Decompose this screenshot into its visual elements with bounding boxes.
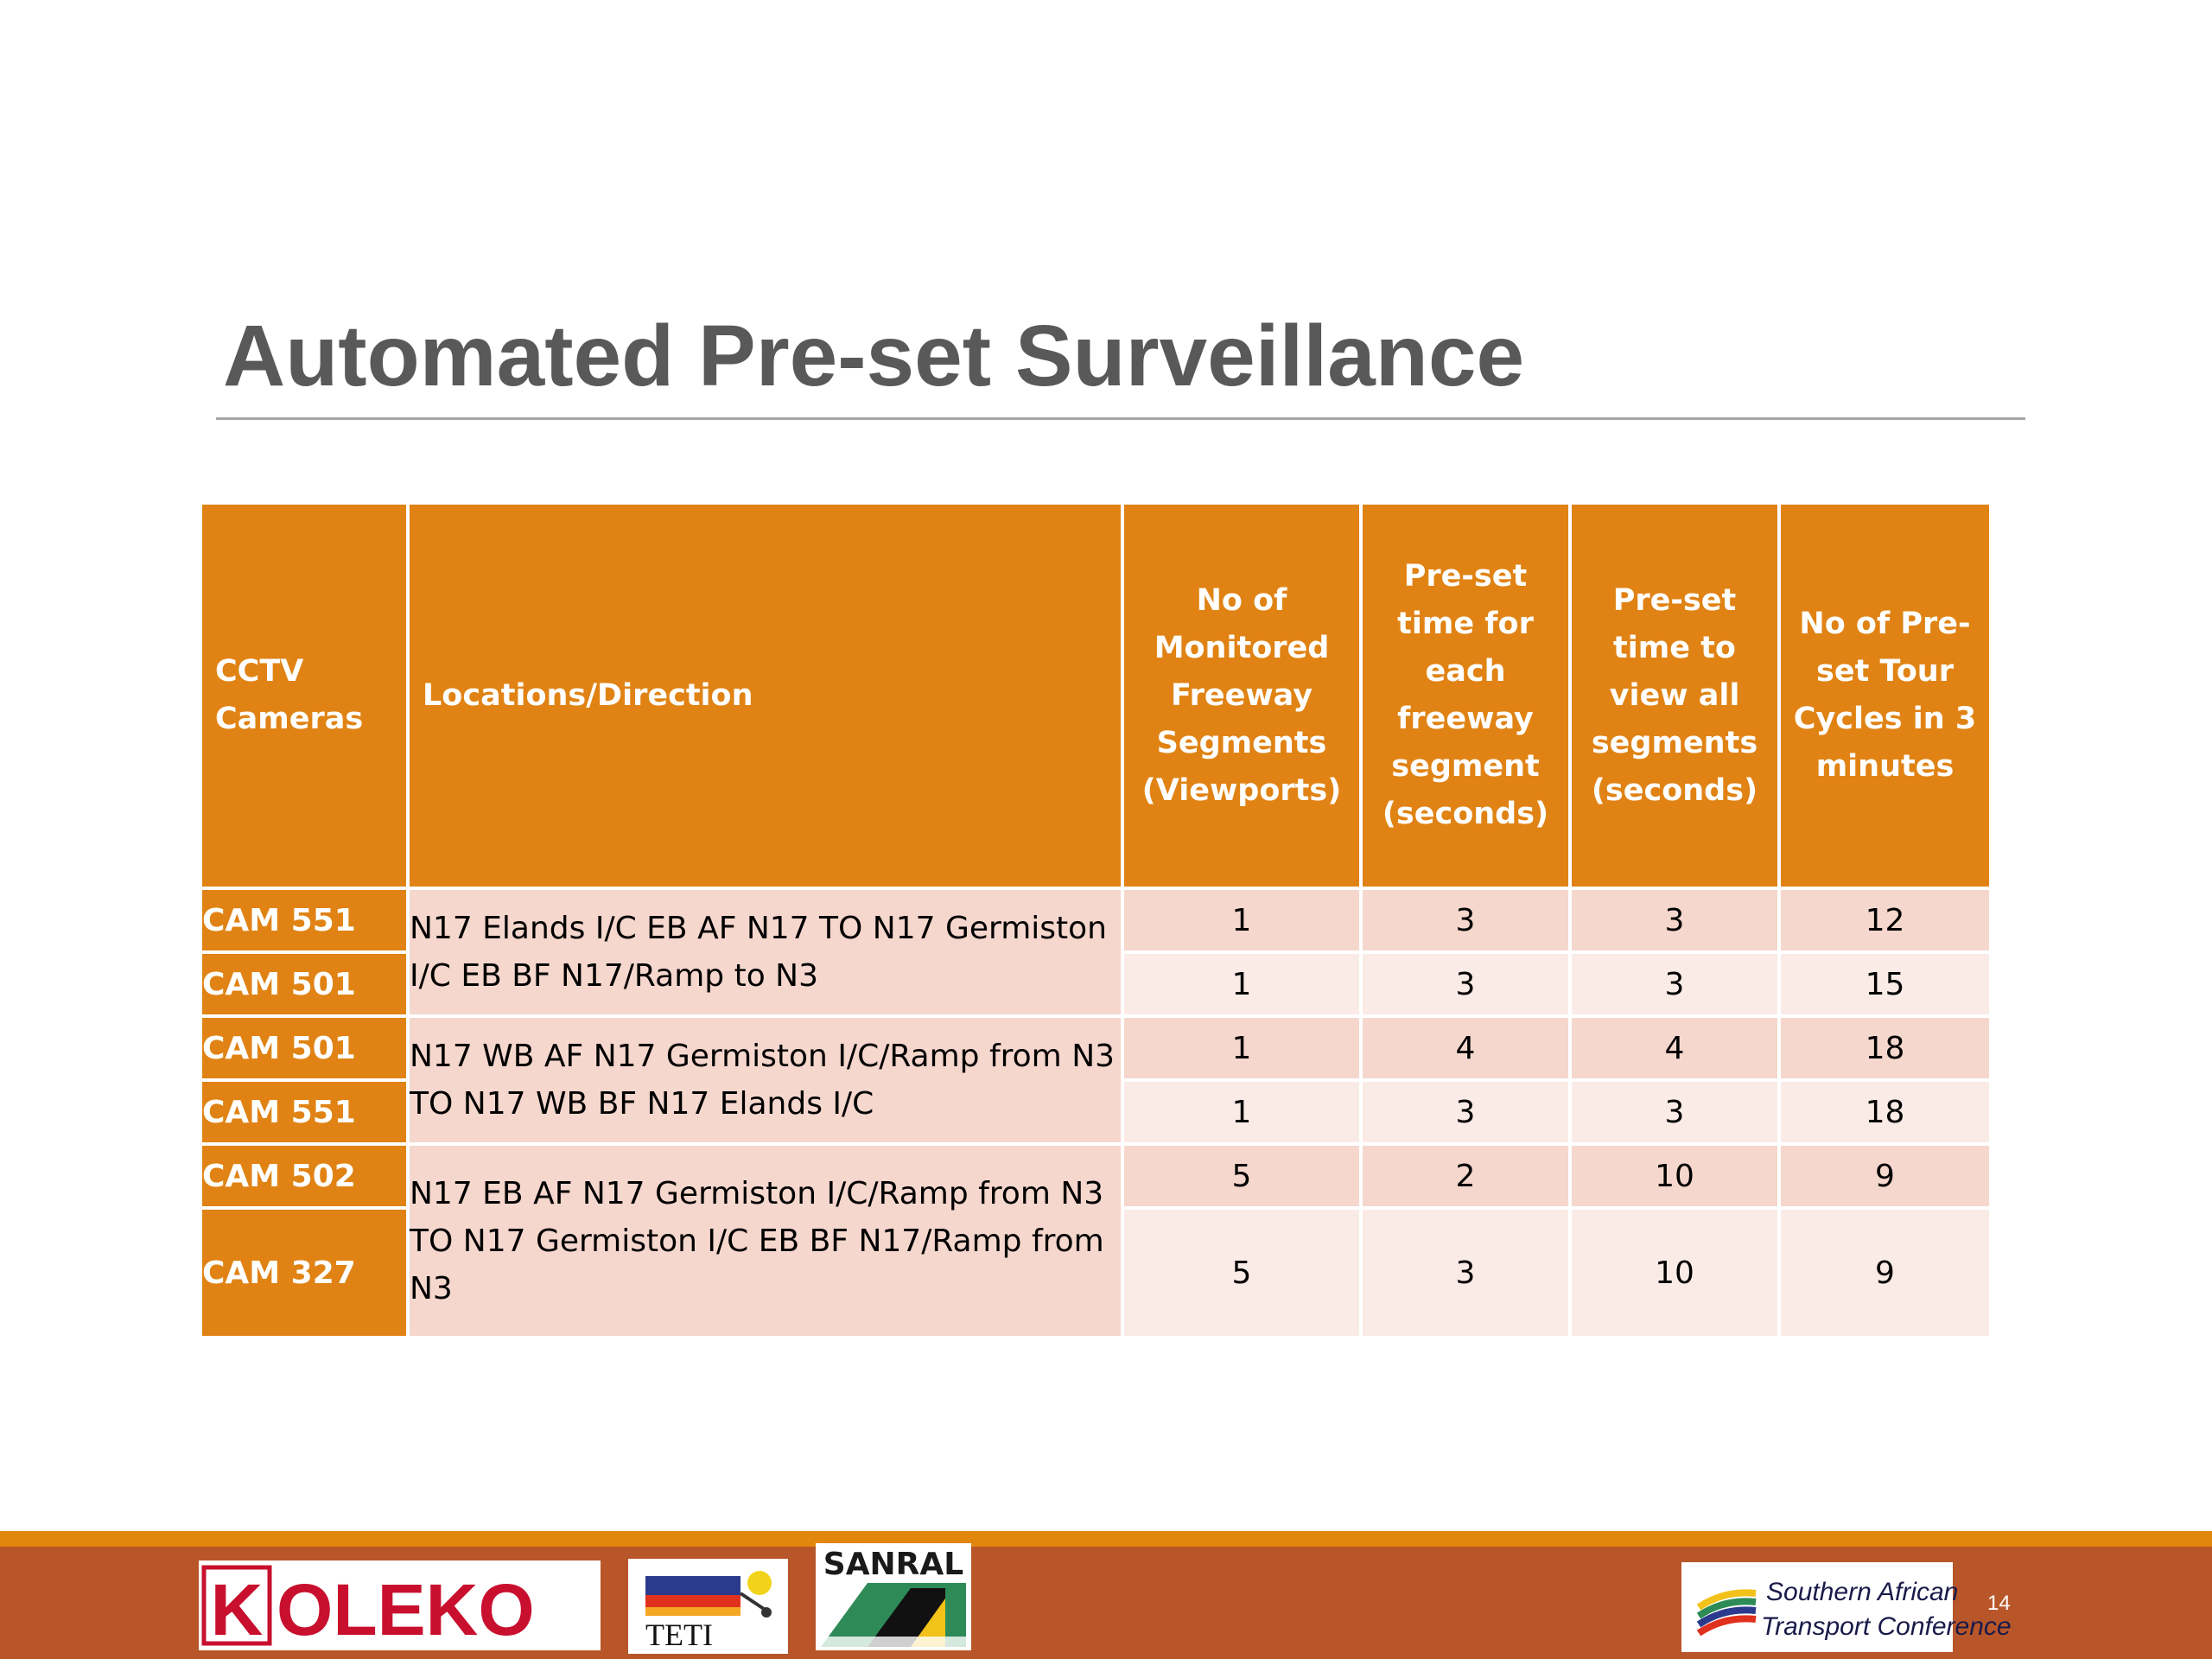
- time-each-cell: 2: [1361, 1144, 1570, 1208]
- camera-cell: CAM 551: [200, 1080, 408, 1144]
- time-all-cell: 4: [1570, 1016, 1779, 1080]
- table-row: [200, 1144, 1991, 1208]
- time-all-cell: 3: [1570, 1080, 1779, 1144]
- title-underline: [216, 417, 2025, 420]
- time-each-cell: 4: [1361, 1016, 1570, 1080]
- cycles-cell: 12: [1779, 888, 1991, 952]
- teti-logo-text: TETI: [645, 1618, 713, 1652]
- table-header-row: [200, 503, 1991, 888]
- segments-cell: 1: [1122, 952, 1361, 1016]
- slide-title: Automated Pre-set Surveillance: [223, 308, 1525, 404]
- location-cell: N17 EB AF N17 Germiston I/C/Ramp from N3 TO N17 Germiston I/C EB BF N17/Ramp from N3: [408, 1144, 1122, 1338]
- camera-cell: CAM 501: [200, 952, 408, 1016]
- koleko-logo-text: OLEKO: [276, 1569, 535, 1650]
- time-all-cell: 10: [1570, 1208, 1779, 1338]
- sanral-logo: [816, 1543, 971, 1650]
- location-cell: N17 Elands I/C EB AF N17 TO N17 Germiston I/C EB BF N17/Ramp to N3: [408, 888, 1122, 1016]
- koleko-logo: [199, 1560, 601, 1650]
- cycles-cell: 9: [1779, 1208, 1991, 1338]
- segments-cell: 1: [1122, 1080, 1361, 1144]
- time-each-cell: 3: [1361, 1208, 1570, 1338]
- time-each-cell: 3: [1361, 952, 1570, 1016]
- time-all-cell: 3: [1570, 952, 1779, 1016]
- camera-cell: CAM 501: [200, 1016, 408, 1080]
- time-each-cell: 3: [1361, 1080, 1570, 1144]
- time-each-cell: 3: [1361, 888, 1570, 952]
- surveillance-table: [199, 501, 1993, 1339]
- location-cell: N17 WB AF N17 Germiston I/C/Ramp from N3 TO N17 WB BF N17 Elands I/C: [408, 1016, 1122, 1144]
- time-all-cell: 10: [1570, 1144, 1779, 1208]
- koleko-logo-k: K: [210, 1569, 264, 1650]
- cycles-cell: 9: [1779, 1144, 1991, 1208]
- satc-logo-line2: Transport Conference: [1761, 1612, 2012, 1641]
- segments-cell: 5: [1122, 1144, 1361, 1208]
- header-time-all-segments: Pre-set time to view all segments (seconds): [1570, 503, 1779, 888]
- segments-cell: 5: [1122, 1208, 1361, 1338]
- cycles-cell: 15: [1779, 952, 1991, 1016]
- cycles-cell: 18: [1779, 1080, 1991, 1144]
- cycles-cell: 18: [1779, 1016, 1991, 1080]
- header-locations-direction: Locations/Direction: [408, 503, 1122, 888]
- sanral-logo-text: SANRAL: [823, 1547, 964, 1582]
- camera-cell: CAM 502: [200, 1144, 408, 1208]
- teti-logo: [628, 1559, 788, 1654]
- camera-cell: CAM 551: [200, 888, 408, 952]
- satc-logo-line1: Southern African: [1766, 1578, 1959, 1606]
- time-all-cell: 3: [1570, 888, 1779, 952]
- table-row: [200, 1016, 1991, 1080]
- camera-cell: CAM 327: [200, 1208, 408, 1338]
- segments-cell: 1: [1122, 888, 1361, 952]
- header-cctv-cameras: CCTV Cameras: [200, 503, 408, 888]
- table-row: [200, 888, 1991, 952]
- header-monitored-segments: No of Monitored Freeway Segments (Viewports): [1122, 503, 1361, 888]
- header-time-each-segment: Pre-set time for each freeway segment (seconds): [1361, 503, 1570, 888]
- header-tour-cycles: No of Pre-set Tour Cycles in 3 minutes: [1779, 503, 1991, 888]
- page-number: 14: [1987, 1592, 2011, 1615]
- segments-cell: 1: [1122, 1016, 1361, 1080]
- footer-accent-line: [0, 1531, 2212, 1547]
